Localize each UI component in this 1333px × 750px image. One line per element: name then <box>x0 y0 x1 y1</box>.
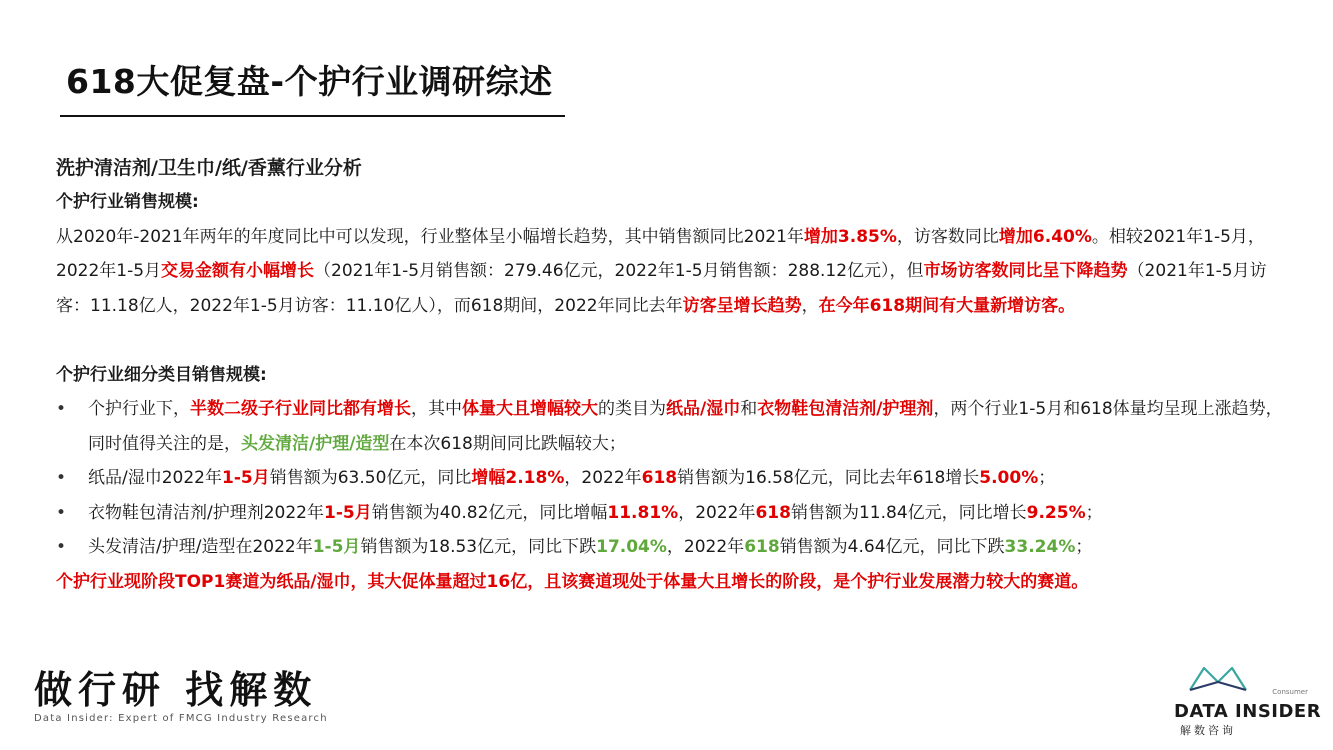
body-text: 从2020年-2021年两年的年度同比中可以发现，行业整体呈小幅增长趋势，其中销售额同比2021年 <box>56 226 804 247</box>
body-text: 纸品/湿巾2022年 <box>88 468 222 488</box>
highlighted-text: 17.04% <box>596 537 667 557</box>
highlighted-text: 衣物鞋包清洁剂/护理剂 <box>757 399 934 419</box>
highlighted-text: 618 <box>744 537 780 557</box>
highlighted-text: 33.24% <box>1004 537 1076 557</box>
data-insider-logo <box>1172 664 1322 744</box>
body-text: ，2022年 <box>666 537 745 557</box>
logo-corp-text: Consumer <box>1272 688 1308 696</box>
highlighted-text: 618 <box>755 502 791 523</box>
highlighted-text: 1-5月 <box>312 537 361 557</box>
segment-bullet-laundry-care <box>56 496 1296 531</box>
highlighted-text: 头发清洁/护理/造型 <box>241 433 390 454</box>
body-text: 的类目为 <box>598 399 666 419</box>
body-text: 和 <box>740 399 758 419</box>
highlighted-text: 增幅2.18% <box>471 468 565 488</box>
highlighted-text: 访客呈增长趋势 <box>682 295 802 316</box>
body-text: 个护行业下， <box>88 399 190 419</box>
segment-bullet-list <box>56 392 1296 565</box>
logo-mark-icon <box>1186 664 1250 696</box>
body-text: ，两个行业1-5月和618体量均呈现上涨趋势，同时值得关注的是， <box>88 399 1283 454</box>
highlighted-text: 1-5月 <box>324 502 372 523</box>
highlighted-text: 5.00% <box>979 468 1039 488</box>
body-text: ， <box>801 295 819 316</box>
body-text: 头发清洁/护理/造型在2022年 <box>88 537 313 557</box>
logo-chinese-name: 解数咨询 <box>1180 724 1236 737</box>
body-text: （2021年1-5月访客：11.18亿人，2022年1-5月访客：11.10亿人），而618期间，2022年同比去年 <box>56 261 1267 316</box>
highlighted-text: 在今年618期间有大量新增访客。 <box>818 295 1076 316</box>
segment-bullet-paper-wipes <box>56 461 1296 496</box>
body-text: 销售额为18.53亿元，同比下跌 <box>360 537 597 557</box>
highlighted-text: 市场访客数同比呈下降趋势 <box>923 261 1128 281</box>
body-text: 销售额为4.64亿元，同比下跌 <box>779 537 1005 557</box>
body-text: ； <box>1038 468 1056 488</box>
segment-scale-heading: 个护行业细分类目销售规模: <box>56 364 267 385</box>
highlighted-text: 增加3.85% <box>803 226 897 247</box>
highlighted-text: 体量大且增幅较大 <box>462 399 598 419</box>
body-text: ，2022年 <box>564 468 642 488</box>
highlighted-text: 1-5月 <box>222 468 270 488</box>
report-body <box>56 151 1296 599</box>
body-text: 销售额为16.58亿元，同比去年618增长 <box>677 468 980 488</box>
logo-name: DATA INSIDER <box>1174 701 1322 722</box>
highlighted-text: 9.25% <box>1026 502 1086 523</box>
body-text: 衣物鞋包清洁剂/护理剂2022年 <box>88 502 324 523</box>
paragraph-spacer <box>56 323 1296 358</box>
segment-bullet-hair-care <box>56 530 1296 565</box>
body-text: 销售额为11.84亿元，同比增长 <box>790 502 1027 523</box>
body-text: 销售额为63.50亿元，同比 <box>269 468 472 488</box>
page-title: 618大促复盘-个护行业调研综述 <box>66 62 553 101</box>
body-text: ，访客数同比 <box>896 226 999 247</box>
highlighted-text: 11.81% <box>607 502 679 523</box>
sales-scale-paragraph <box>56 220 1296 324</box>
body-text: ； <box>1085 502 1103 523</box>
section-title: 洗护清洁剂/卫生巾/纸/香薰行业分析 <box>56 157 362 179</box>
body-text: ，其中 <box>411 399 462 419</box>
body-text: ； <box>1075 537 1093 557</box>
highlighted-text: 交易金额有小幅增长 <box>161 261 315 281</box>
body-text: 销售额为40.82亿元，同比增幅 <box>371 502 608 523</box>
conclusion-statement: 个护行业现阶段TOP1赛道为纸品/湿巾，其大促体量超过16亿，且该赛道现处于体量大且增长的阶段，是个护行业发展潜力较大的赛道。 <box>56 571 1089 592</box>
segment-bullet-overview <box>56 392 1296 461</box>
highlighted-text: 618 <box>641 468 678 488</box>
sales-scale-heading: 个护行业销售规模: <box>56 192 199 212</box>
body-text: （2021年1-5月销售额：279.46亿元，2022年1-5月销售额：288.12亿元），但 <box>314 261 924 281</box>
title-underline <box>60 115 565 117</box>
footer-slogan <box>34 667 328 732</box>
highlighted-text: 半数二级子行业同比都有增长 <box>190 399 411 419</box>
slogan-text: 做行研 找解数 <box>34 667 318 712</box>
body-text: 。相较2021年1-5月，2022年1-5月 <box>56 226 1265 281</box>
highlighted-text: 增加6.40% <box>998 226 1092 247</box>
body-text: ，2022年 <box>678 502 756 523</box>
highlighted-text: 纸品/湿巾 <box>666 399 741 419</box>
slogan-subtitle: Data Insider: Expert of FMCG Industry Research <box>34 713 328 724</box>
body-text: 在本次618期间同比跌幅较大； <box>389 433 626 454</box>
